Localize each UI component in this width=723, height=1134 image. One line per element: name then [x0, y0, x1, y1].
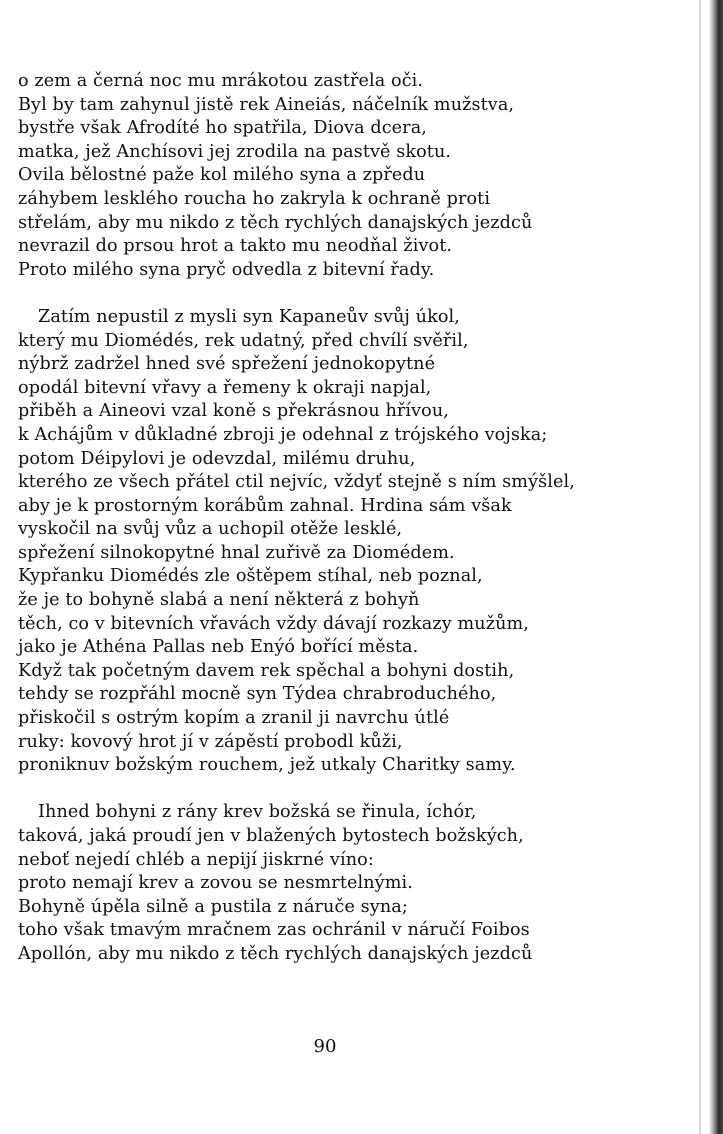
verse-line: bystře však Afrodíté ho spatřila, Diova dcera, — [18, 118, 427, 139]
verse-line: opodál bitevní vřavy a řemeny k okraji napjal, — [18, 377, 432, 398]
verse-line: střelám, aby mu nikdo z těch rychlých danajských jezdců — [18, 212, 533, 233]
verse-line: Bohyně úpěla silně a pustila z náruče syna; — [18, 896, 408, 917]
verse-line: Proto milého syna pryč odvedla z bitevní řady. — [18, 259, 435, 280]
verse-line: neboť nejedí chléb a nepijí jiskrné víno: — [18, 849, 374, 870]
verse-line: matka, jež Anchísovi jej zrodila na pastvě skotu. — [18, 141, 452, 162]
verse-line: přiskočil s ostrým kopím a zranil ji navrchu útlé — [18, 708, 450, 729]
verse-line: ruky: kovový hrot jí v zápěstí probodl kůži, — [18, 731, 403, 752]
verse-line: jako je Athéna Pallas neb Enýó bořící města. — [18, 637, 419, 658]
verse-line: záhybem lesklého roucha ho zakryla k ochraně proti — [18, 188, 491, 209]
verse-line: přiběh a Aineovi vzal koně s překrásnou hřívou, — [18, 401, 449, 422]
verse-line: nevrazil do prsou hrot a takto mu neodňal život. — [18, 236, 453, 257]
verse-line: těch, co v bitevních vřavách vždy dávají rozkazy mužům, — [18, 613, 529, 634]
verse-line: taková, jaká proudí jen v blažených bytostech božských, — [18, 826, 524, 846]
verse-line: potom Déipylovi je odevzdal, milému druhu, — [18, 448, 416, 469]
stanza-3 — [18, 801, 658, 966]
verse-line: Zatím nepustil z mysli syn Kapaneův svůj úkol, — [38, 306, 460, 327]
verse-line: aby je k prostorným korábům zahnal. Hrdina sám však — [18, 495, 512, 516]
verse-line: proniknuv božským rouchem, jež utkaly Charitky samy. — [18, 755, 516, 776]
verse-line: proto nemají krev a zovou se nesmrtelnými. — [18, 873, 413, 894]
verse-line: Apollón, aby mu nikdo z těch rychlých danajských jezdců — [18, 943, 533, 964]
verse-line: který mu Diomédés, rek udatný, před chvílí svěřil, — [18, 330, 469, 351]
verse-line: Ovila bělostné paže kol milého syna a zpředu — [18, 165, 426, 186]
verse-line: toho však tmavým mračnem zas ochránil v náručí Foibos — [18, 920, 530, 941]
verse-line: nýbrž zadržel hned své spřežení jednokopytné — [18, 354, 436, 375]
verse-line: tehdy se rozpřáhl mocně syn Týdea chrabroduchého, — [18, 684, 497, 705]
page-number: 90 — [313, 1036, 337, 1057]
page-binding-edge — [709, 0, 723, 1134]
verse-line: kterého ze všech přátel ctil nejvíc, vždyť stejně s ním smýšlel, — [18, 472, 575, 493]
verse-line: vyskočil na svůj vůz a uchopil otěže lesklé, — [18, 519, 403, 540]
verse-line: že je to bohyně slabá a není některá z bohyň — [18, 590, 420, 611]
verse-line: Když tak početným davem rek spěchal a bohyni dostih, — [18, 660, 515, 681]
verse-line: Ihned bohyni z rány krev božská se řinula, íchór, — [38, 802, 477, 823]
page-gutter-line — [699, 0, 701, 1134]
verse-line: Byl by tam zahynul jistě rek Aineiás, náčelník mužstva, — [18, 94, 515, 115]
stanza-1 — [18, 70, 658, 282]
verse-line: spřežení silnokopytné hnal zuřivě za Diomédem. — [18, 542, 455, 563]
stanza-2 — [18, 306, 658, 778]
poem-text — [18, 70, 658, 990]
verse-line: k Achájům v důkladné zbroji je odehnal z trójského vojska; — [18, 424, 548, 445]
verse-line: Kypřanku Diomédés zle oštěpem stíhal, neb poznal, — [18, 566, 483, 587]
verse-line: o zem a černá noc mu mrákotou zastřela oči. — [18, 71, 424, 91]
